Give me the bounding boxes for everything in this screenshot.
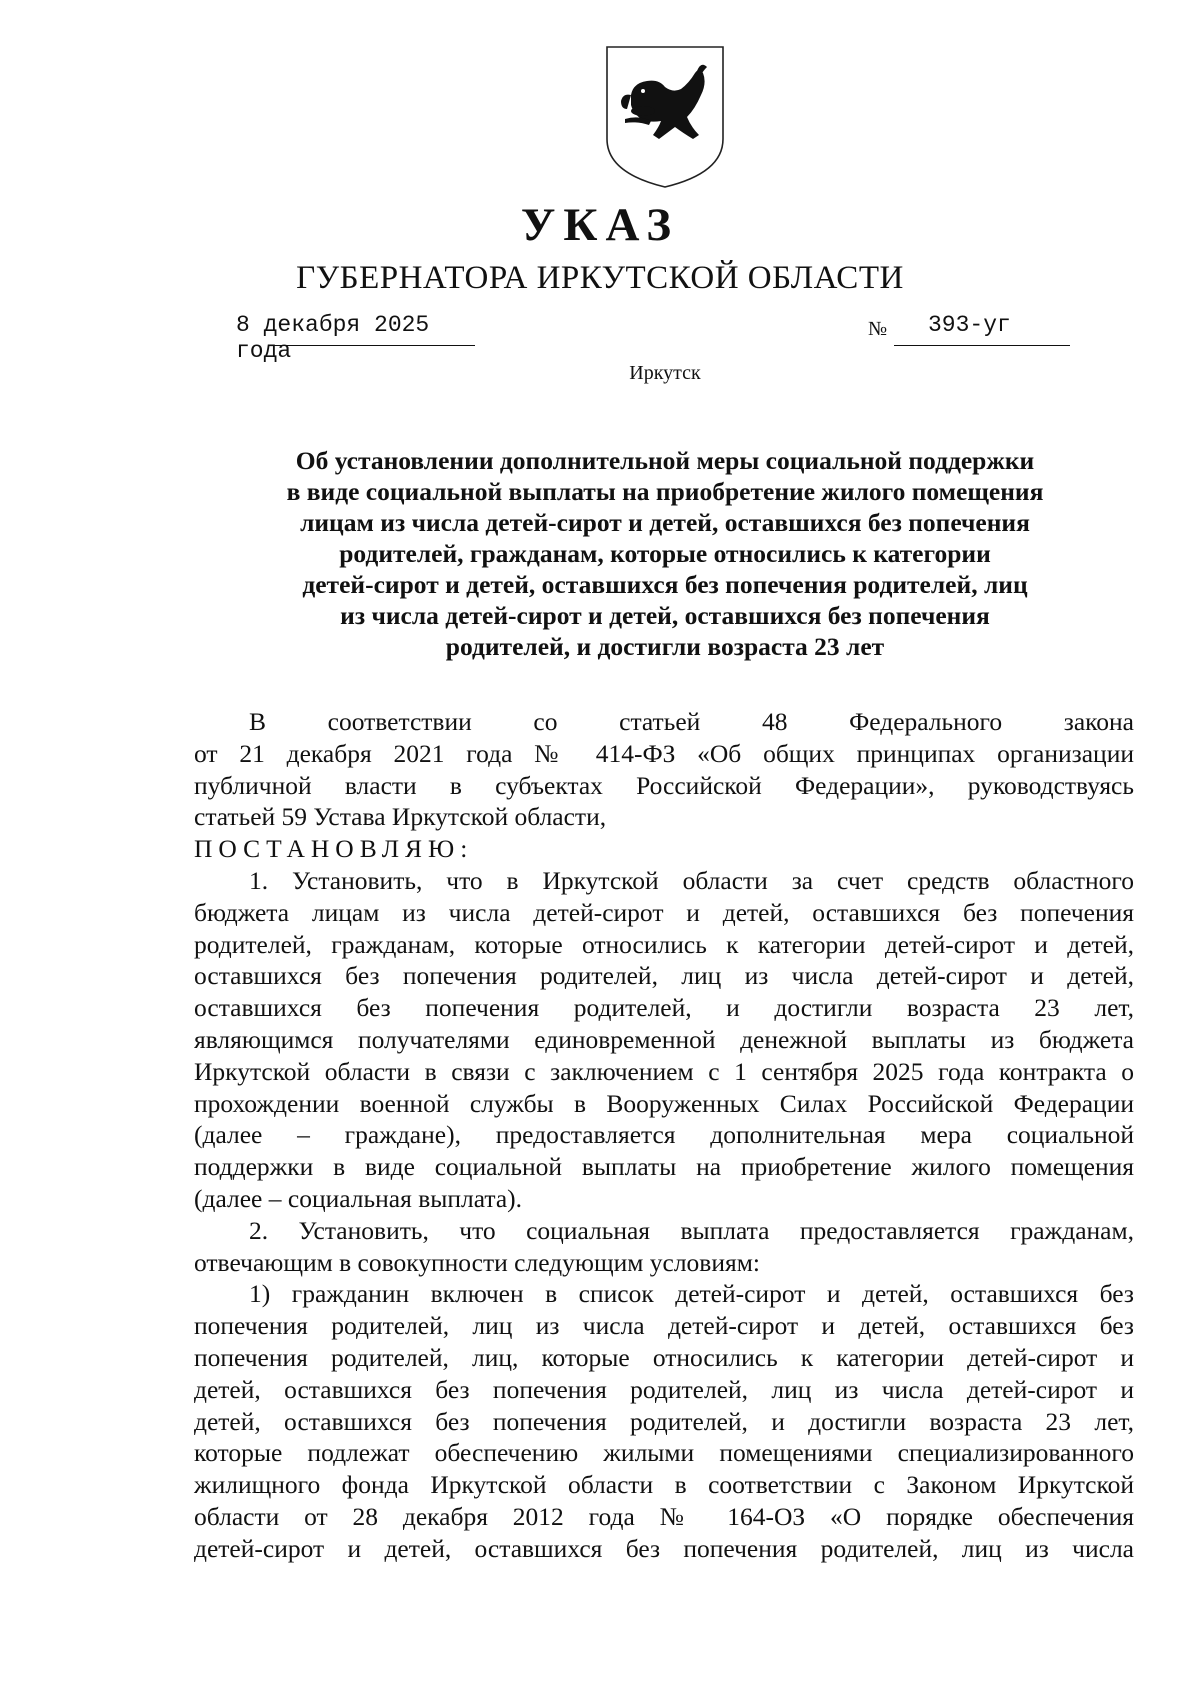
body-line: 1. Установить, что в Иркутской области за счет средств областного (249, 865, 1134, 895)
body-line: попечения родителей, лиц из числа детей-сирот и детей, оставшихся без (194, 1311, 1134, 1341)
decree-number: 393-уг (928, 312, 1011, 338)
city-label: Иркутск (629, 362, 701, 384)
body-line: 1) гражданин включен в список детей-сирот и детей, оставшихся без (249, 1279, 1134, 1309)
issuer-subtitle: ГУБЕРНАТОРА ИРКУТСКОЙ ОБЛАСТИ (296, 260, 904, 296)
body-line: поддержки в виде социальной выплаты на приобретение жилого помещения (194, 1152, 1134, 1182)
body-line: родителей, гражданам, которые относились к категории детей-сирот и детей, (194, 929, 1134, 959)
heading-line: Об установлении дополнительной меры социальной поддержки (295, 446, 1035, 475)
body-line: Иркутской области в связи с заключением с 1 сентября 2025 года контракта о (194, 1056, 1134, 1086)
body-line: жилищного фонда Иркутской области в соответствии с Законом Иркутской (194, 1470, 1134, 1500)
body-line: прохождении военной службы в Вооруженных Силах Российской Федерации (194, 1088, 1134, 1118)
number-sign: № (868, 318, 888, 340)
document-body (194, 706, 1134, 1565)
date-underline (272, 345, 475, 346)
body-line: детей-сирот и детей, оставшихся без попечения родителей, лиц из числа (194, 1533, 1134, 1563)
heading-line: в виде социальной выплаты на приобретение жилого помещения (286, 477, 1044, 506)
body-line: от 21 декабря 2021 года № 414-ФЗ «Об общих принципах организации (194, 738, 1134, 768)
body-line: 2. Установить, что социальная выплата предоставляется гражданам, (249, 1215, 1134, 1245)
body-line: статьей 59 Устава Иркутской области, (194, 802, 607, 832)
heading-line: лицам из числа детей-сирот и детей, оставшихся без попечения (300, 508, 1030, 537)
body-line: В соответствии со статьей 48 Федерального закона (249, 707, 1134, 736)
decree-date: 8 декабря 2025 года (236, 312, 430, 364)
body-line: публичной власти в субъектах Российской Федерации», руководствуясь (194, 770, 1134, 800)
body-line: бюджета лицам из числа детей-сирот и детей, оставшихся без попечения (194, 897, 1134, 927)
body-line: оставшихся без попечения родителей, и достигли возраста 23 лет, (194, 993, 1134, 1023)
body-line: отвечающим в совокупности следующим условиям: (194, 1247, 760, 1277)
body-line: детей, оставшихся без попечения родителей, лиц из числа детей-сирот и (194, 1374, 1134, 1404)
body-line: (далее – граждане), предоставляется дополнительная мера социальной (194, 1120, 1134, 1150)
heading-line: детей-сирот и детей, оставшихся без попечения родителей, лиц (302, 570, 1028, 599)
body-line: оставшихся без попечения родителей, лиц из числа детей-сирот и детей, (194, 961, 1134, 991)
number-underline (894, 345, 1070, 346)
heading-line: родителей, гражданам, которые относились к категории (339, 539, 991, 568)
heading-line: родителей, и достигли возраста 23 лет (445, 632, 885, 661)
heading-line: из числа детей-сирот и детей, оставшихся без попечения (340, 601, 990, 630)
body-line: области от 28 декабря 2012 года № 164-ОЗ «О порядке обеспечения (194, 1501, 1134, 1531)
decree-title: УКАЗ (520, 199, 680, 251)
document-heading (200, 445, 1130, 662)
coat-of-arms-emblem (603, 43, 727, 191)
body-line: которые подлежат обеспечению жилыми помещениями специализированного (194, 1438, 1134, 1468)
body-line: детей, оставшихся без попечения родителей, и достигли возраста 23 лет, (194, 1406, 1134, 1436)
resolution-keyword: ПОСТАНОВЛЯЮ: (194, 834, 474, 864)
body-line: (далее – социальная выплата). (194, 1183, 523, 1213)
body-line: попечения родителей, лиц, которые относились к категории детей-сирот и (194, 1342, 1134, 1372)
body-line: являющимся получателями единовременной денежной выплаты из бюджета (194, 1024, 1134, 1054)
